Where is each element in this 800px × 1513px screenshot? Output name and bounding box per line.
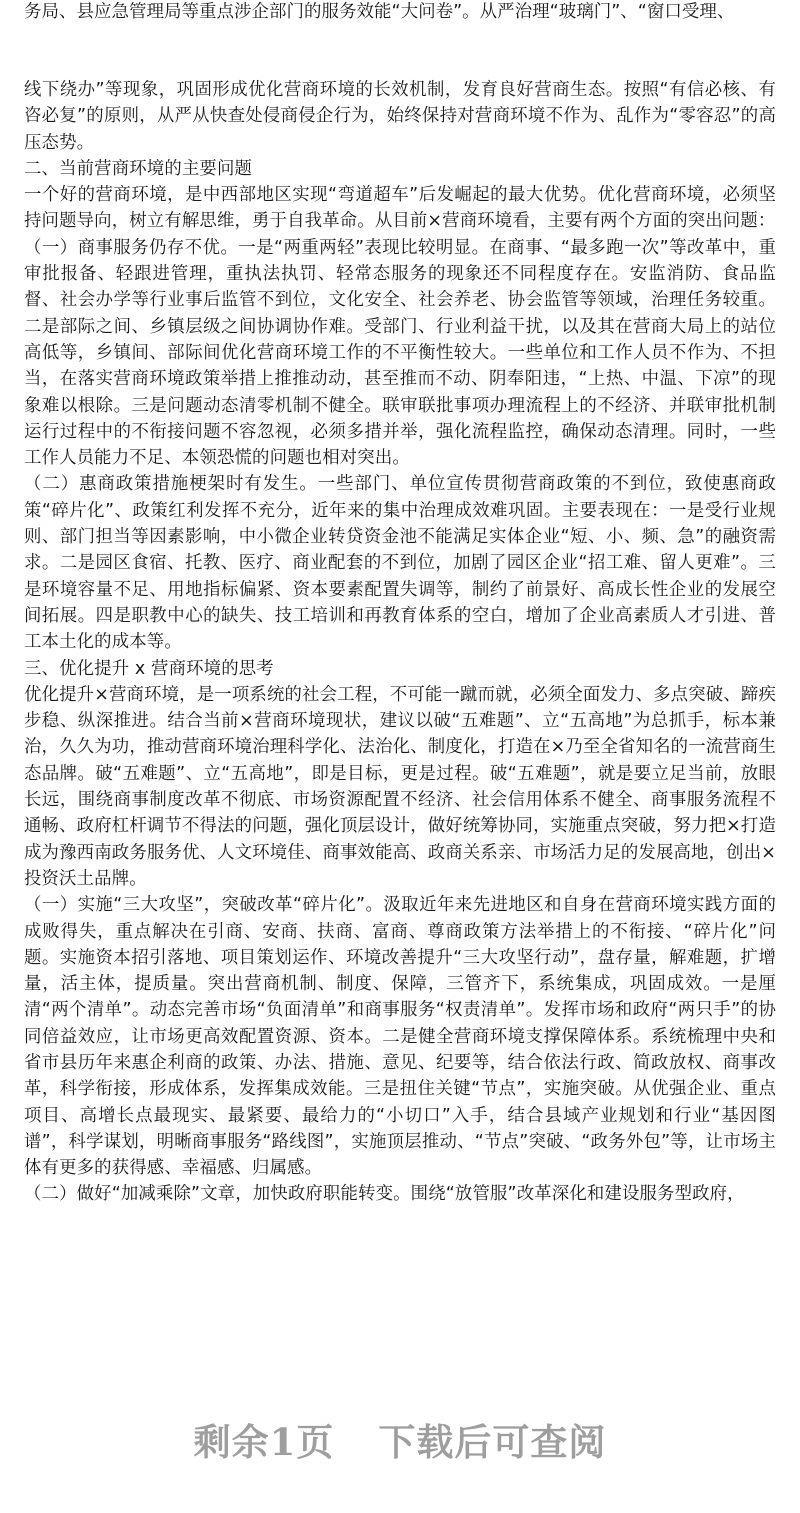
- paragraph: （一）实施“三大攻坚”，突破改革“碎片化”。汲取近年来先进地区和自身在营商环境实践方面的成败得失，重点解决在引商、安商、扶商、富商、尊商政策方法举措上的不衔接、“碎片化”问题。实施资本招引落地、项目策划运作、环境改善提升“三大攻坚行动”，盘存量，解难题，扩增量，活主体，提质量。突出营商机制、制度、保障，三管齐下，系统集成，巩固成效。一是厘清“两个清单”。动态完善市场“负面清单”和商事服务“权责清单”。发挥市场和政府“两只手”的协同倍益效应，让市场更高效配置资源、资本。二是健全营商环境支撑保障体系。系统梳理中央和省市县历年来惠企利商的政策、办法、措施、意见、纪要等，结合依法行政、简政放权、商事改革，科学衔接，形成体系，发挥集成效能。三是扭住关键“节点”，实施突破。从优强企业、重点项目、高增长点最现实、最紧要、最给力的“小切口”入手，结合县域产业规划和行业“基因图谱”，科学谋划，明晰商事服务“路线图”，实施顶层推动、“节点”突破、“政务外包”等，让市场主体有更多的获得感、幸福感、归属感。: [24, 895, 776, 1179]
- paragraph: （二）惠商政策措施梗架时有发生。一些部门、单位宣传贯彻营商政策的不到位，致使惠商政策“碎片化”、政策红利发挥不充分，近年来的集中治理成效难巩固。主要表现在：一是受行业规则、部门担当等因素影响，中小微企业转贷资金池不能满足实体企业“短、小、频、急”的融资需求。二是园区食宿、托教、医疗、商业配套的不到位，加剧了园区企业“招工难、留人更难”。三是环境容量不足、用地指标偏紧、资本要素配置失调等，制约了前景好、高成长性企业的发展空间拓展。四是职教中心的缺失、技工培训和再教育体系的空白，增加了企业高素质人才引进、普工本土化的成本等。: [24, 474, 776, 653]
- download-prompt[interactable]: [0, 1412, 800, 1466]
- download-to-view-label: 下载后可查阅: [378, 1420, 607, 1464]
- document-body: [24, 77, 776, 1208]
- paragraph: （二）做好“加减乘除”文章，加快政府职能转变。围绕“放管服”改革深化和建设服务型政府，: [24, 1184, 745, 1205]
- paragraph: （一）商事服务仍存不优。一是“两重两轻”表现比较明显。在商事、“最多跑一次”等改革中，重审批报备、轻跟进管理，重执法执罚、轻常态服务的现象还不同程度存在。安监消防、食品监督、社会办学等行业事后监管不到位，文化安全、社会养老、协会监管等领域，治理任务较重。二是部际之间、乡镇层级之间协调协作难。受部门、行业利益干扰，以及其在营商大局上的站位高低等，乡镇间、部际间优化营商环境工作的不平衡性较大。一些单位和工作人员不作为、不担当，在落实营商环境政策举措上推推动动，甚至推而不动、阴奉阳违，“上热、中温、下凉”的现象难以根除。三是问题动态清零机制不健全。联审联批事项办理流程上的不经济、并联审批机制运行过程中的不衔接问题不容忽视，必须多措并举，强化流程监控，确保动态清理。同时，一些工作人员能力不足、本领恐慌的问题也相对突出。: [24, 237, 776, 469]
- paragraph-continuation: 线下绕办”等现象，巩固形成优化营商环境的长效机制，发育良好营商生态。按照“有信必核、有咨必复”的原则，从严从快查处侵商侵企行为，始终保持对营商环境不作为、乱作为“零容忍”的高压态势。: [24, 80, 776, 153]
- section-heading-3: 三、优化提升 x 营商环境的思考: [24, 658, 274, 679]
- remaining-pages-label: 剩余1页: [193, 1420, 335, 1464]
- section-heading-2: 二、当前营商环境的主要问题: [24, 158, 253, 179]
- paragraph: 一个好的营商环境，是中西部地区实现“弯道超车”后发崛起的最大优势。优化营商环境，必须坚持问题导向，树立有解思维，勇于自我革命。从目前×营商环境看，主要有两个方面的突出问题：: [24, 185, 776, 232]
- paragraph: 优化提升×营商环境，是一项系统的社会工程，不可能一蹴而就，必须全面发力、多点突破、蹄疾步稳、纵深推进。结合当前×营商环境现状，建议以破“五难题”、立“五高地”为总抓手，标本兼治，久久为功，推动营商环境治理科学化、法治化、制度化，打造在×乃至全省知名的一流营商生态品牌。破“五难题”、立“五高地”，即是目标，更是过程。破“五难题”，就是要立足当前，放眼长远，围绕商事制度改革不彻底、市场资源配置不经济、社会信用体系不健全、商事服务流程不通畅、政府杠杆调节不得法的问题，强化顶层设计，做好统筹协同，实施重点突破，努力把×打造成为豫西南政务服务优、人文环境佳、商事效能高、政商关系亲、市场活力足的发展高地，创出×投资沃土品牌。: [24, 684, 776, 889]
- top-cut-line: 务局、县应急管理局等重点涉企部门的服务效能“大问卷”。从严治理“玻璃门”、“窗口受理、: [24, 2, 735, 22]
